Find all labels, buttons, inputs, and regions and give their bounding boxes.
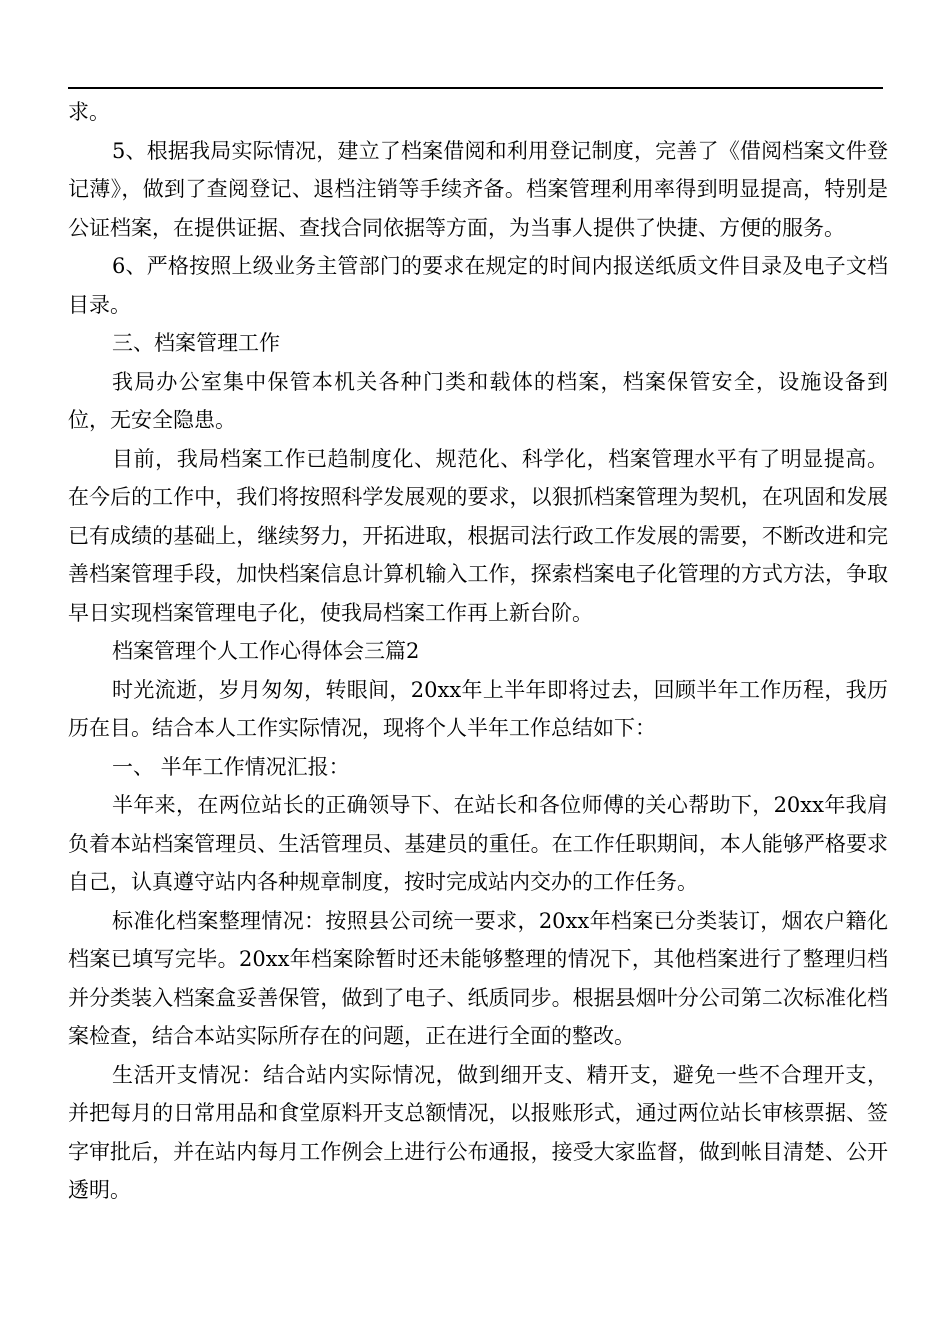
paragraph-10: 半年来，在两位站长的正确领导下、在站长和各位师傅的关心帮助下，20xx年我肩负着本站档案管理员、生活管理员、基建员的重任。在工作任职期间，本人能够严格要求自己，认真遵守站内各种规章制度，按时完成站内交办的工作任务。 — [68, 793, 888, 894]
paragraph-2: 5、根据我局实际情况，建立了档案借阅和利用登记制度，完善了《借阅档案文件登记薄》，做到了查阅登记、退档注销等手续齐备。档案管理利用率得到明显提高，特别是公证档案，在提供证据、查找合同依据等方面，为当事人提供了快捷、方便的服务。 — [68, 138, 888, 240]
paragraph-11: 标准化档案整理情况：按照县公司统一要求，20xx年档案已分类装订，烟农户籍化档案已填写完毕。20xx年档案除暂时还未能够整理的情况下，其他档案进行了整理归档并分类装入档案盒妥善保管，做到了电子、纸质同步。根据县烟叶分公司第二次标准化档案检查，结合本站实际所存在的问题，正在进行全面的整改。 — [68, 908, 888, 1048]
section-heading-archive-management: 三、档案管理工作 — [112, 331, 280, 355]
paragraph-6: 目前，我局档案工作已趋制度化、规范化、科学化，档案管理水平有了明显提高。在今后的工作中，我们将按照科学发展观的要求，以狠抓档案管理为契机，在巩固和发展已有成绩的基础上，继续努力，开拓进取，根据司法行政工作发展的需要，不断改进和完善档案管理手段，加快档案信息计算机输入工作，探索档案电子化管理的方式方法，争取早日实现档案管理电子化，使我局档案工作再上新台阶。 — [68, 446, 888, 625]
article-title-2: 档案管理个人工作心得体会三篇2 — [112, 639, 420, 663]
paragraph-12: 生活开支情况：结合站内实际情况，做到细开支、精开支，避免一些不合理开支，并把每月的日常用品和食堂原料开支总额情况，以报账形式，通过两位站长审核票据、签字审批后，并在站内每月工作例会上进行公布通报，接受大家监督，做到帐目清楚、公开透明。 — [68, 1062, 888, 1202]
paragraph-1: 求。 — [68, 100, 110, 124]
paragraph-3: 6、严格按照上级业务主管部门的要求在规定的时间内报送纸质文件目录及电子文档目录。 — [68, 254, 888, 317]
paragraph-8: 时光流逝，岁月匆匆，转眼间，20xx年上半年即将过去，回顾半年工作历程，我历历在目。结合本人工作实际情况，现将个人半年工作总结如下： — [68, 677, 888, 740]
paragraph-5: 我局办公室集中保管本机关各种门类和载体的档案，档案保管安全，设施设备到位，无安全隐患。 — [68, 369, 888, 432]
section-heading-half-year-report: 一、 半年工作情况汇报： — [112, 754, 350, 779]
header-rule — [68, 87, 883, 89]
document-body — [68, 93, 888, 1210]
